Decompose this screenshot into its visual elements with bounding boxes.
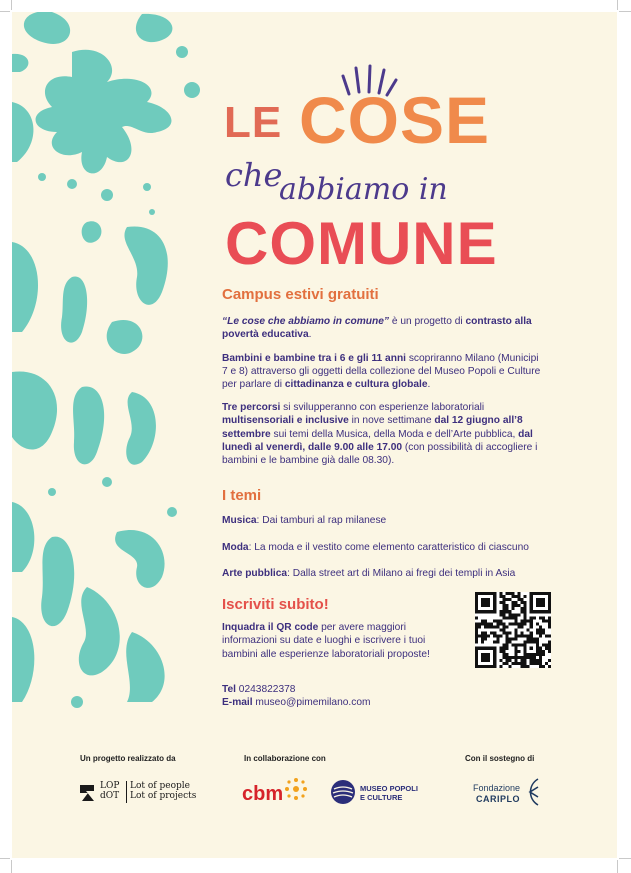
- footer-project-title: Un progetto realizzato da: [80, 754, 176, 763]
- cariplo-mark-icon: [524, 777, 544, 807]
- heading-campus: Campus estivi gratuiti: [222, 286, 379, 303]
- iscriviti-paragraph: Inquadra il QR code per avere maggiori informazioni su date e luoghi e iscrivere i tuoi bambini alle esperienze laboratoriali proposte!: [222, 622, 430, 660]
- museo-popoli-logo: MUSEO POPOLI E CULTURE: [330, 779, 440, 807]
- title-le: LE: [224, 98, 283, 147]
- heading-temi: I temi: [222, 487, 262, 505]
- cariplo-logo: Fondazione CARIPLO: [464, 777, 554, 807]
- poster-title: [219, 64, 519, 284]
- percorsi-paragraph: Tre percorsi si svilupperanno con esperienze laboratoriali multisensoriali e inclusive in nove settimane dal 12 giugno all’8 settembre sui temi della Musica, della Moda e dell’Arte pubblica, dal lunedì al venerdì, dalle 9.00 alle 17.00 (con possibilità di accogliere i bambini e le bambine già dalle 08.30).: [222, 402, 538, 467]
- contact-email[interactable]: E-mail museo@pimemilano.com: [222, 697, 371, 709]
- poster: LE COSE che abbiamo in COMUNE Campus estivi gratuiti “Le cose che abbiamo in comune” è un progetto di contrasto alla povertà educativa. Bambini e bambine tra i 6 e gli 11 anni scopriranno Milano (Municipi 7 e 8) attraverso gli oggetti della collezione del Museo Popoli e Culture per parlare di cittadinanza e cultura globale. Tre percorsi si svilupperanno con esperienze laboratoriali multisensoriali e inclusive in nove settimane dal 12 giugno all’8 settembre sui temi della Musica, della Moda e dell’Arte pubblica, dal lunedì al venerdì, dalle 9.00 alle 17.00 (con possibilità di accogliere i bambini e le bambine già dalle 08.30). I temi Musica: Dai tamburi al rap milanese Moda: La moda e il vestito come elemento caratteristico di ciascuno Arte pubblica: Dalla street art di Milano ai fregi dei templi in Asia Iscriviti subito! Inquadra il QR code per avere maggiori informazioni su date e luoghi e iscrivere i tuoi bambini alle esperienze laboratoriali proposte! Tel 0243822378 E-mail museo@pimemilano.com Un progetto realizzato da In collaborazione con Con il sostegno di LOP dOT Lot of people Lot of projects cbm MUSEO POPOLI E CULTURE Fondazione CARIPLO: [12, 12, 617, 858]
- tema-item: Moda: La moda e il vestito come elemento caratteristico di ciascuno: [222, 541, 529, 553]
- intro-paragraph: “Le cose che abbiamo in comune” è un progetto di contrasto alla povertà educativa.: [222, 316, 532, 341]
- footer-collab-title: In collaborazione con: [244, 754, 326, 763]
- footer-support-title: Con il sostegno di: [465, 754, 535, 763]
- decorative-shapes: [12, 12, 212, 712]
- title-cose: COSE: [299, 83, 491, 157]
- children-paragraph: Bambini e bambine tra i 6 e gli 11 anni scopriranno Milano (Municipi 7 e 8) attraverso gli oggetti della collezione del Museo Popoli e Culture per parlare di cittadinanza e cultura globale.: [222, 352, 541, 391]
- lop-mark-icon: [80, 783, 96, 803]
- cbm-logo: cbm: [242, 777, 312, 807]
- heading-iscriviti: Iscriviti subito!: [222, 596, 329, 614]
- title-comune: COMUNE: [225, 210, 498, 277]
- title-abbiamo-in: abbiamo in: [279, 172, 448, 207]
- tema-item: Arte pubblica: Dalla street art di Milano ai fregi dei templi in Asia: [222, 567, 516, 579]
- contact-tel: Tel 0243822378: [222, 683, 296, 695]
- museo-globe-icon: [330, 779, 356, 805]
- cbm-sun-icon: [284, 777, 308, 801]
- title-che: che: [225, 156, 283, 194]
- qr-code[interactable]: [475, 592, 551, 668]
- tema-item: Musica: Dai tamburi al rap milanese: [222, 515, 387, 527]
